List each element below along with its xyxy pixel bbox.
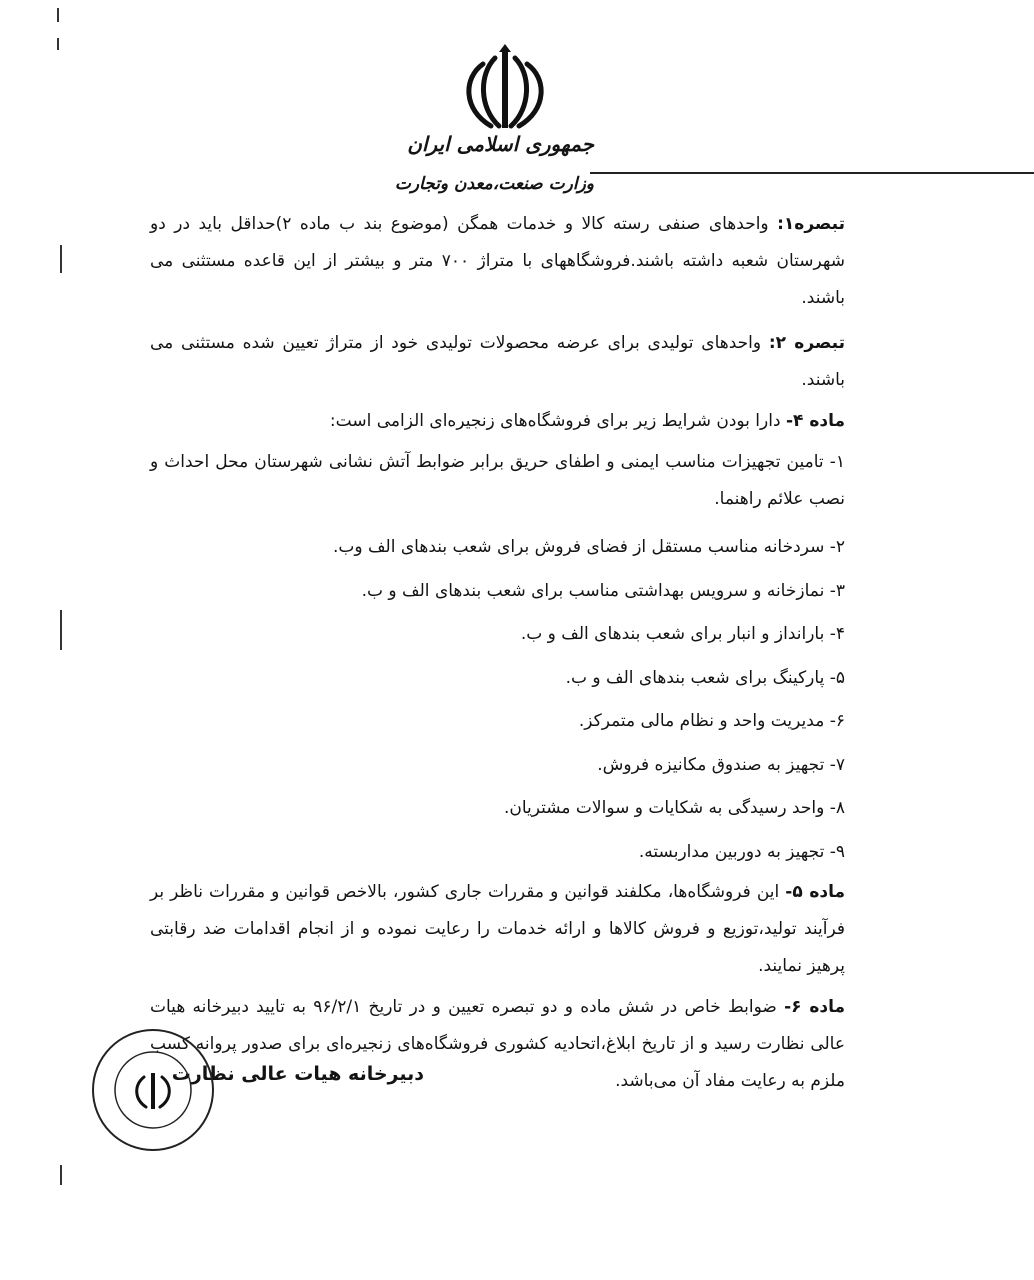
scan-edge-mark [60,245,62,273]
article-text: این فروشگاه‌ها، مکلفند قوانین و مقررات جاری کشور، بالاخص قوانین و مقررات ناظر بر فرآیند تولید،توزیع و فروش کالاها و ارائه خدمات را رعایت نموده و از انجام اقدامات ضد رقابتی پرهیز نمایند. [150,882,845,976]
scan-edge-mark [60,1165,62,1185]
header-rule [590,172,1034,174]
list-item: ۹- تجهیز به دوربین مداربسته. [638,841,845,862]
article-label: ماده ۴- [785,411,845,431]
note-1 [150,206,845,317]
list-item: ۸- واحد رسیدگی به شکایات و سوالات مشتریان. [503,798,845,818]
article-5 [150,874,845,985]
list-item: ۵- پارکینگ برای شعب بندهای الف و ب. [565,667,845,688]
list-item: ۷- تجهیز به صندوق مکانیزه فروش. [597,754,845,775]
header-republic-name: جمهوری اسلامی ایران [407,132,594,156]
article-label: ماده ۶- [784,997,846,1017]
note-2 [150,325,845,399]
note-text: واحدهای تولیدی برای عرضه محصولات تولیدی خود از متراژ تعیین شده مستثنی می باشند. [150,333,845,390]
iran-emblem-icon [455,44,555,134]
list-item: ۳- نمازخانه و سرویس بهداشتی مناسب برای شعب بندهای الف و ب. [361,580,845,601]
official-seal-icon [88,1025,218,1155]
note-label: تبصره۱: [777,214,845,234]
list-item: ۴- بارانداز و انبار برای شعب بندهای الف و ب. [520,624,845,644]
document-body [150,206,845,1100]
article-label: ماده ۵- [785,882,845,902]
article-text: دارا بودن شرایط زیر برای فروشگاه‌های زنجیره‌ای الزامی است: [329,411,786,431]
article-4-list [150,444,845,874]
article-text: ضوابط خاص در شش ماده و دو تبصره تعیین و در تاریخ ۹۶/۲/۱ به تایید دبیرخانه هیات عالی نظارت رسید و از تاریخ ابلاغ،اتحادیه کشوری فروشگاه‌های زنجیره‌ای برای صدور پروانه کسب ملزم به رعایت مفاد آن می‌باشد. [150,997,845,1091]
list-item: ۲- سردخانه مناسب مستقل از فضای فروش برای شعب بندهای الف وب. [332,537,845,557]
signature-line: دبیرخانه هیات عالی نظارت [171,1063,424,1085]
article-4 [150,403,845,440]
note-label: تبصره ۲: [768,333,845,353]
note-text: واحدهای صنفی رسته کالا و خدمات همگن (موضوع بند ب ماده ۲)حداقل باید در دو شهرستان شعبه داشته باشند.فروشگاههای با متراژ ۷۰۰ متر و بیشتر از این قاعده مستثنی می باشند. [150,214,846,308]
scan-edge-mark [60,610,62,650]
header-ministry-name: وزارت صنعت،معدن وتجارت [394,174,594,194]
scan-edge-mark [57,8,59,22]
list-item: ۶- مدیریت واحد و نظام مالی متمرکز. [578,711,845,731]
list-item: ۱- تامین تجهیزات مناسب ایمنی و اطفای حریق برابر ضوابط آتش نشانی شهرستان محل احداث و نصب علائم راهنما. [150,452,845,509]
scan-edge-mark [57,38,59,50]
